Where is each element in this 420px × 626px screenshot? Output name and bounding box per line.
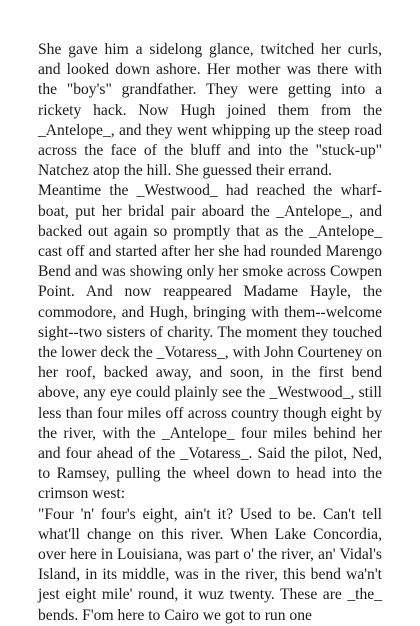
paragraph: "Four 'n' four's eight, ain't it? Used to be. Can't tell what'll change on this river. When Lake Concordia, over here in Louisiana, was part o' the river, an' Vidal's Island, in its middle, was in the river, this bend wa'n't jest eight mile' round, it wuz twenty. These are _the_ bends. F'om here to Cairo we got to run one: [38, 505, 382, 624]
paragraph: She gave him a sidelong glance, twitched her curls, and looked down ashore. Her mother was there with the "boy's" grandfather. They were getting into a rickety hack. Now Hugh joined them from the _Antelope_, and they went whipping up the steep road across the face of the bluff and into the "stuck-up" Natchez atop the hill. She guessed their errand.: [38, 41, 382, 180]
paragraph: Meantime the _Westwood_ had reached the wharf-boat, put her bridal pair aboard the _Antelope_, and backed out again so promptly that as the _Antelope_ cast off and started after her she had rounded Marengo Bend and was showing only her smoke across Cowpen Point. And now reappeared Madame Hayle, the commodore, and Hugh, bringing with them--welcome sight--two sisters of charity. The moment they touched the lower deck the _Votaress_, with John Courteney on her roof, backed away, and soon, in the first bend above, any eye could plainly see the _Westwood_, still less than four miles off across country though eight by the river, with the _Antelope_ four miles behind her and four ahead of the _Votaress_. Said the pilot, Ned, to Ramsey, pulling the wheel down to head into the crimson west:: [38, 182, 383, 503]
